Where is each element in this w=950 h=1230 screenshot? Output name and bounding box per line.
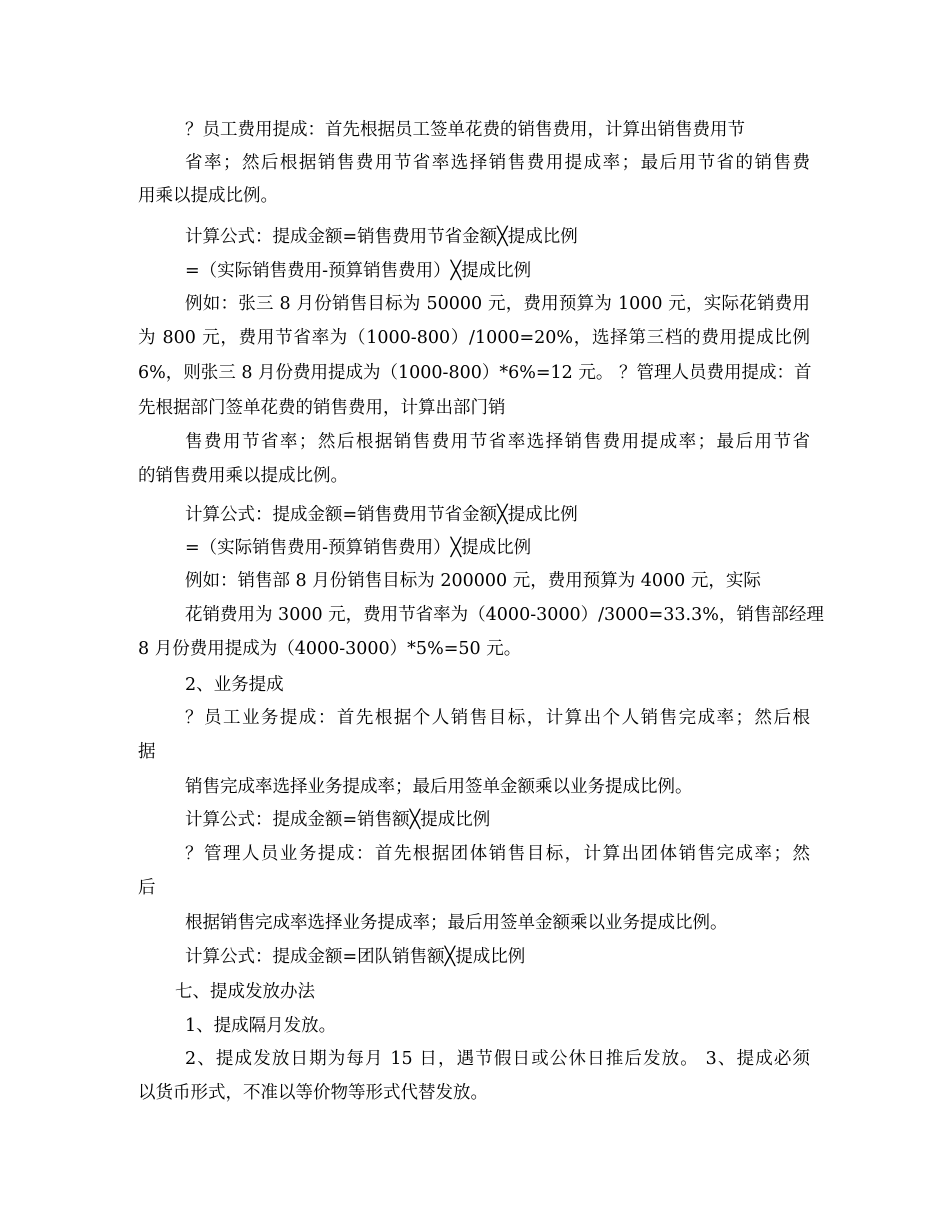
text-line-16: 8 月份费用提成为（4000-3000）*5%=50 元。 <box>138 639 522 659</box>
text-line-27: 1、提成隔月发放。 <box>185 1016 337 1036</box>
text-line-10: 售费用节省率；然后根据销售费用节省率选择销售费用提成率；最后用节省 <box>185 432 810 452</box>
text-line-17: 2、业务提成 <box>185 675 284 695</box>
text-line-1: ？员工费用提成：首先根据员工签单花费的销售费用，计算出销售费用节 <box>185 120 745 140</box>
text-line-2: 省率；然后根据销售费用节省率选择销售费用提成率；最后用节省的销售费 <box>185 153 810 173</box>
text-line-11: 的销售费用乘以提成比例。 <box>138 466 348 486</box>
text-line-24: 根据销售完成率选择业务提成率；最后用签单金额乘以业务提成比例。 <box>185 913 728 933</box>
text-line-20: 销售完成率选择业务提成率；最后用签单金额乘以业务提成比例。 <box>185 777 693 797</box>
text-line-21: 计算公式：提成金额=销售额╳提成比例 <box>185 810 491 830</box>
text-line-8: 6%，则张三 8 月份费用提成为（1000-800）*6%=12 元。 ？管理人员费用提成：首 <box>138 363 812 383</box>
text-line-5: =（实际销售费用-预算销售费用）╳提成比例 <box>185 261 532 281</box>
text-line-3: 用乘以提成比例。 <box>138 186 278 206</box>
text-line-13: =（实际销售费用-预算销售费用）╳提成比例 <box>185 538 532 558</box>
text-line-6: 例如：张三 8 月份销售目标为 50000 元，费用预算为 1000 元，实际花销费用 <box>185 294 810 314</box>
text-line-12: 计算公式：提成金额=销售费用节省金额╳提成比例 <box>185 505 578 525</box>
text-line-26: 七、提成发放办法 <box>175 982 315 1002</box>
text-line-9: 先根据部门签单花费的销售费用，计算出部门销 <box>138 398 506 418</box>
text-line-18: ？员工业务提成：首先根据个人销售目标，计算出个人销售完成率；然后根 <box>185 708 810 728</box>
text-line-14: 例如：销售部 8 月份销售目标为 200000 元，费用预算为 4000 元，实际 <box>185 571 761 591</box>
text-line-23: 后 <box>138 878 156 898</box>
text-line-22: ？管理人员业务提成：首先根据团体销售目标，计算出团体销售完成率；然 <box>185 844 810 864</box>
text-line-15: 花销费用为 3000 元，费用节省率为（4000-3000）/3000=33.3%，销售部经理 <box>185 605 824 625</box>
text-line-7: 为 800 元，费用节省率为（1000-800）/1000=20%，选择第三档的费用提成比例 <box>138 328 810 348</box>
text-line-29: 以货币形式，不准以等价物等形式代替发放。 <box>138 1083 488 1103</box>
text-line-25: 计算公式：提成金额=团队销售额╳提成比例 <box>185 947 526 967</box>
text-line-4: 计算公式：提成金额=销售费用节省金额╳提成比例 <box>185 227 578 247</box>
text-line-19: 据 <box>138 742 156 762</box>
text-line-28: 2、提成发放日期为每月 15 日，遇节假日或公休日推后发放。 3、提成必须 <box>185 1049 810 1069</box>
